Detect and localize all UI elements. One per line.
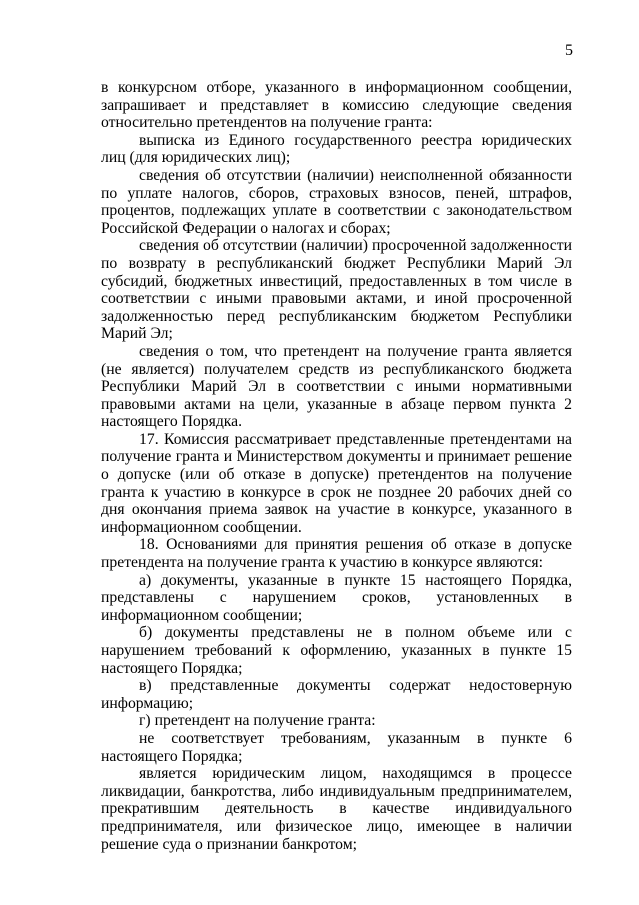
paragraph-budget-recipient: сведения о том, что претендент на получение гранта является (не является) получателем средств из республиканского бюджета Республики Марий Эл в соответствии с иными нормативными правовыми актами на цели, указанные в абзаце первом пункта 2 настоящего Порядка. — [101, 342, 572, 431]
paragraph-tax-obligations: сведения об отсутствии (наличии) неисполненной обязанности по уплате налогов, сборов, страховых взносов, пеней, штрафов, процентов, подлежащих уплате в соответствии с законодательством Российской Федерации о налогах и сборах; — [101, 166, 572, 237]
paragraph-liquidation-bankruptcy: является юридическим лицом, находящимся в процессе ликвидации, банкротства, либо индивидуальным предпринимателем, прекратившим деятельность в качестве индивидуального предпринимателя, или физическое лицо, имеющее в наличии решение суда о признании банкротом; — [101, 765, 572, 853]
paragraph-egrul-extract: выписка из Единого государственного реестра юридических лиц (для юридических лиц); — [101, 131, 572, 167]
paragraph-intro: в конкурсном отборе, указанного в информационном сообщении, запрашивает и представляет в комиссию следующие сведения относительно претендентов на получение гранта: — [101, 79, 572, 132]
paragraph-item-18-v: в) представленные документы содержат недостоверную информацию; — [101, 677, 572, 712]
paragraph-item-18-g: г) претендент на получение гранта: — [139, 712, 376, 730]
document-body — [101, 79, 572, 853]
paragraph-item-18-b: б) документы представлены не в полном объеме или с нарушением требований к оформлению, указанных в пункте 15 настоящего Порядка; — [101, 624, 572, 677]
paragraph-requirements-mismatch: не соответствует требованиям, указанным в пункте 6 настоящего Порядка; — [101, 729, 572, 765]
paragraph-item-17: 17. Комиссия рассматривает представленные претендентами на получение гранта и Министерством документы и принимает решение о допуске (или об отказе в допуске) претендентов на получение гранта к участию в конкурсе в срок не позднее 20 рабочих дней со дня окончания приема заявок на участие в конкурсе, указанного в информационном сообщении. — [101, 430, 572, 536]
paragraph-overdue-debt: сведения об отсутствии (наличии) просроченной задолженности по возврату в республиканский бюджет Республики Марий Эл субсидий, бюджетных инвестиций, предоставленных в том числе в соответствии с иными правовыми актами, и иной просроченной задолженностью перед республиканским бюджетом Республики Марий Эл; — [101, 237, 572, 343]
paragraph-item-18-a: а) документы, указанные в пункте 15 настоящего Порядка, представлены с нарушением сроков, установленных в информационном сообщении; — [101, 571, 572, 624]
page-number: 5 — [565, 42, 573, 59]
paragraph-item-18: 18. Основаниями для принятия решения об отказе в допуске претендента на получение гранта к участию в конкурсе являются: — [101, 536, 572, 572]
